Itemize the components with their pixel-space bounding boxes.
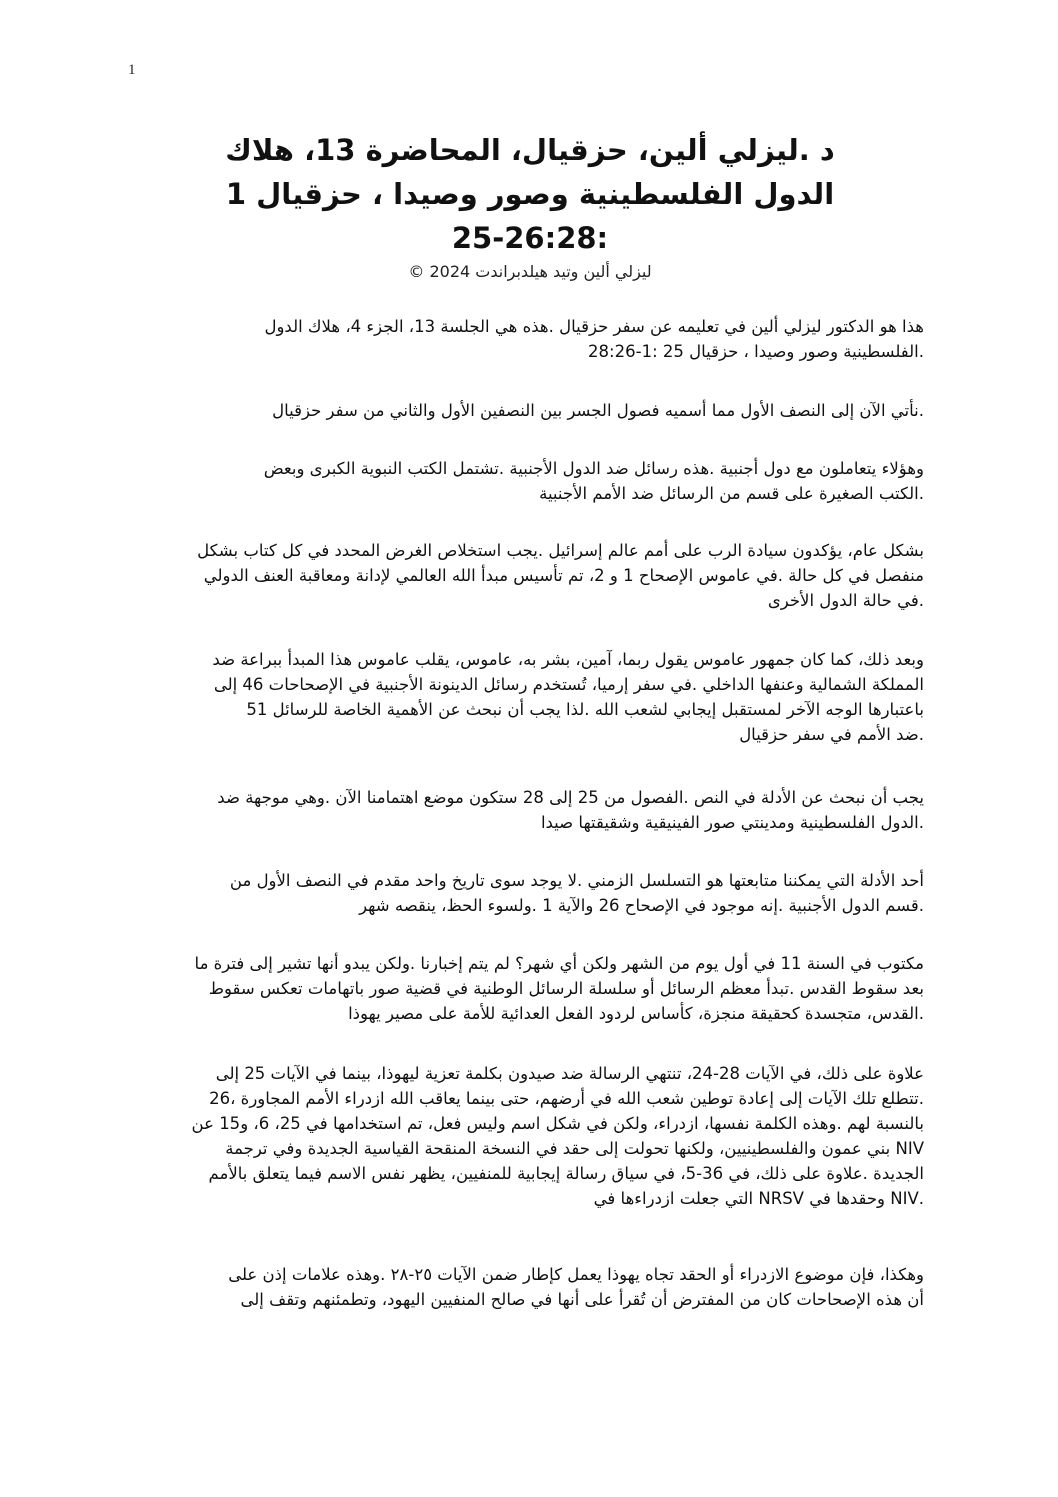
text-line: بشكل عام، يؤكدون سيادة الرب على أمم عالم إسرائيل .يجب استخلاص الغرض المحدد في كل كتاب بشكل: [197, 541, 924, 560]
paragraph-8: [134, 951, 924, 1026]
text-line: .NIV وحقدها في NRSV التي جعلت ازدراءها في: [593, 1189, 924, 1208]
text-line: NIV بني عمون والفلسطينيين، ولكنها تحولت إلى حقد في النسخة المنقحة القياسية الجديدة وفي ترجمة: [225, 1139, 924, 1158]
title-line: د .ليزلي ألين، حزقيال، المحاضرة 13، هلاك: [225, 133, 835, 167]
text-line: باعتبارها الوجه الآخر لمستقبل إيجابي لشعب الله .لذا يجب أن نبحث عن الأهمية الخاصة للرسائل 51: [246, 700, 924, 719]
text-line: بعد سقوط القدس .تبدأ معظم الرسائل أو سلسلة الرسائل الوطنية في قضية صور باتهامات تعكس سقوط: [208, 979, 924, 998]
text-line: .القدس، متجسدة كحقيقة منجزة، كأساس لردود الفعل العدائية للأمة على مصير يهوذا: [348, 1004, 924, 1023]
text-line: .تتطلع تلك الآيات إلى إعادة توطين شعب الله في أرضهم، حتى بينما يعاقب الله ازدراء الأمم المجاورة ،26: [209, 1089, 924, 1108]
text-line: وهؤلاء يتعاملون مع دول أجنبية .هذه رسائل ضد الدول الأجنبية .تشتمل الكتب النبوية الكبرى وبعض: [263, 459, 924, 478]
paragraph-7: [134, 868, 924, 918]
text-line: .الفلسطينية وصور وصيدا ، حزقيال 25 :1-28:26: [588, 342, 924, 361]
text-line: وهكذا، فإن موضوع الازدراء أو الحقد تجاه يهوذا يعمل كإطار ضمن الآيات ٢٥-٢٨ .وهذه علامات إذن على: [228, 1265, 924, 1284]
text-line: .ضد الأمم في سفر حزقيال: [739, 725, 924, 744]
paragraph-3: [134, 456, 924, 506]
paragraph-10: [134, 1262, 924, 1312]
text-line: .قسم الدول الأجنبية .إنه موجود في الإصحاح 26 والآية 1 .ولسوء الحظ، ينقصه شهر: [359, 896, 924, 915]
text-line: .في حالة الدول الأخرى: [767, 591, 924, 610]
text-line: الجديدة .علاوة على ذلك، في 36-5، في سياق رسالة إيجابية للمنفيين، يظهر نفس الاسم فيما يتعلق بالأمم: [208, 1164, 924, 1183]
paragraph-1: [134, 314, 924, 364]
copyright-notice: ليزلي ألين وتيد هيلدبراندت 2024 ©: [408, 262, 652, 281]
text-line: يجب أن نبحث عن الأدلة في النص .الفصول من 25 إلى 28 ستكون موضع اهتمامنا الآن .وهي موجهة ضد: [217, 788, 924, 807]
title-line: الدول الفلسطينية وصور وصيدا ، حزقيال 1: [225, 177, 835, 211]
text-line: علاوة على ذلك، في الآيات 28-24، تنتهي الرسالة ضد صيدون بكلمة تعزية ليهوذا، بينما في الآيات 25 إلى: [215, 1064, 924, 1083]
page-number: 1: [128, 62, 136, 78]
text-line: منفصل في كل حالة .في عاموس الإصحاح 1 و 2، تم تأسيس مبدأ الله العالمي لإدانة ومعاقبة العنف الدولي: [203, 566, 924, 585]
paragraph-4: [134, 538, 924, 613]
text-line: وبعد ذلك، كما كان جمهور عاموس يقول ربما، آمين، بشر به، عاموس، يقلب عاموس هذا المبدأ ببراعة ضد: [212, 650, 924, 669]
text-line: المملكة الشمالية وعنفها الداخلي .في سفر إرميا، تُستخدم رسائل الدينونة الأجنبية في الإصحاحات 46 إلى: [213, 675, 924, 694]
text-line: أن هذه الإصحاحات كان من المفترض أن تُقرأ على أنها في صالح المنفيين اليهود، وتطمئنهم وتقف إلى: [240, 1290, 924, 1309]
text-line: .الكتب الصغيرة على قسم من الرسائل ضد الأمم الأجنبية: [539, 484, 924, 503]
paragraph-5: [134, 647, 924, 747]
title-line: :25-26:28: [451, 221, 609, 255]
document-title: [180, 128, 880, 260]
text-line: مكتوب في السنة 11 في أول يوم من الشهر ولكن أي شهر؟ لم يتم إخبارنا .ولكن يبدو أنها تشير إلى فترة ما: [194, 954, 924, 973]
text-line: أحد الأدلة التي يمكننا متابعتها هو التسلسل الزمني .لا يوجد سوى تاريخ واحد مقدم في النصف الأول من: [229, 871, 924, 890]
text-line: .الدول الفلسطينية ومدينتي صور الفينيقية وشقيقتها صيدا: [540, 813, 924, 832]
text-line: .نأتي الآن إلى النصف الأول مما أسميه فصول الجسر بين النصفين الأول والثاني من سفر حزقيال: [272, 401, 924, 420]
text-line: هذا هو الدكتور ليزلي ألين في تعليمه عن سفر حزقيال .هذه هي الجلسة 13، الجزء 4، هلاك الدول: [264, 317, 924, 336]
paragraph-2: [134, 398, 924, 423]
text-line: بالنسبة لهم .وهذه الكلمة نفسها، ازدراء، ولكن في شكل اسم وليس فعل، تم استخدامها في 25، 6، و15 عن: [191, 1114, 924, 1133]
paragraph-6: [134, 785, 924, 835]
paragraph-9: [134, 1061, 924, 1211]
